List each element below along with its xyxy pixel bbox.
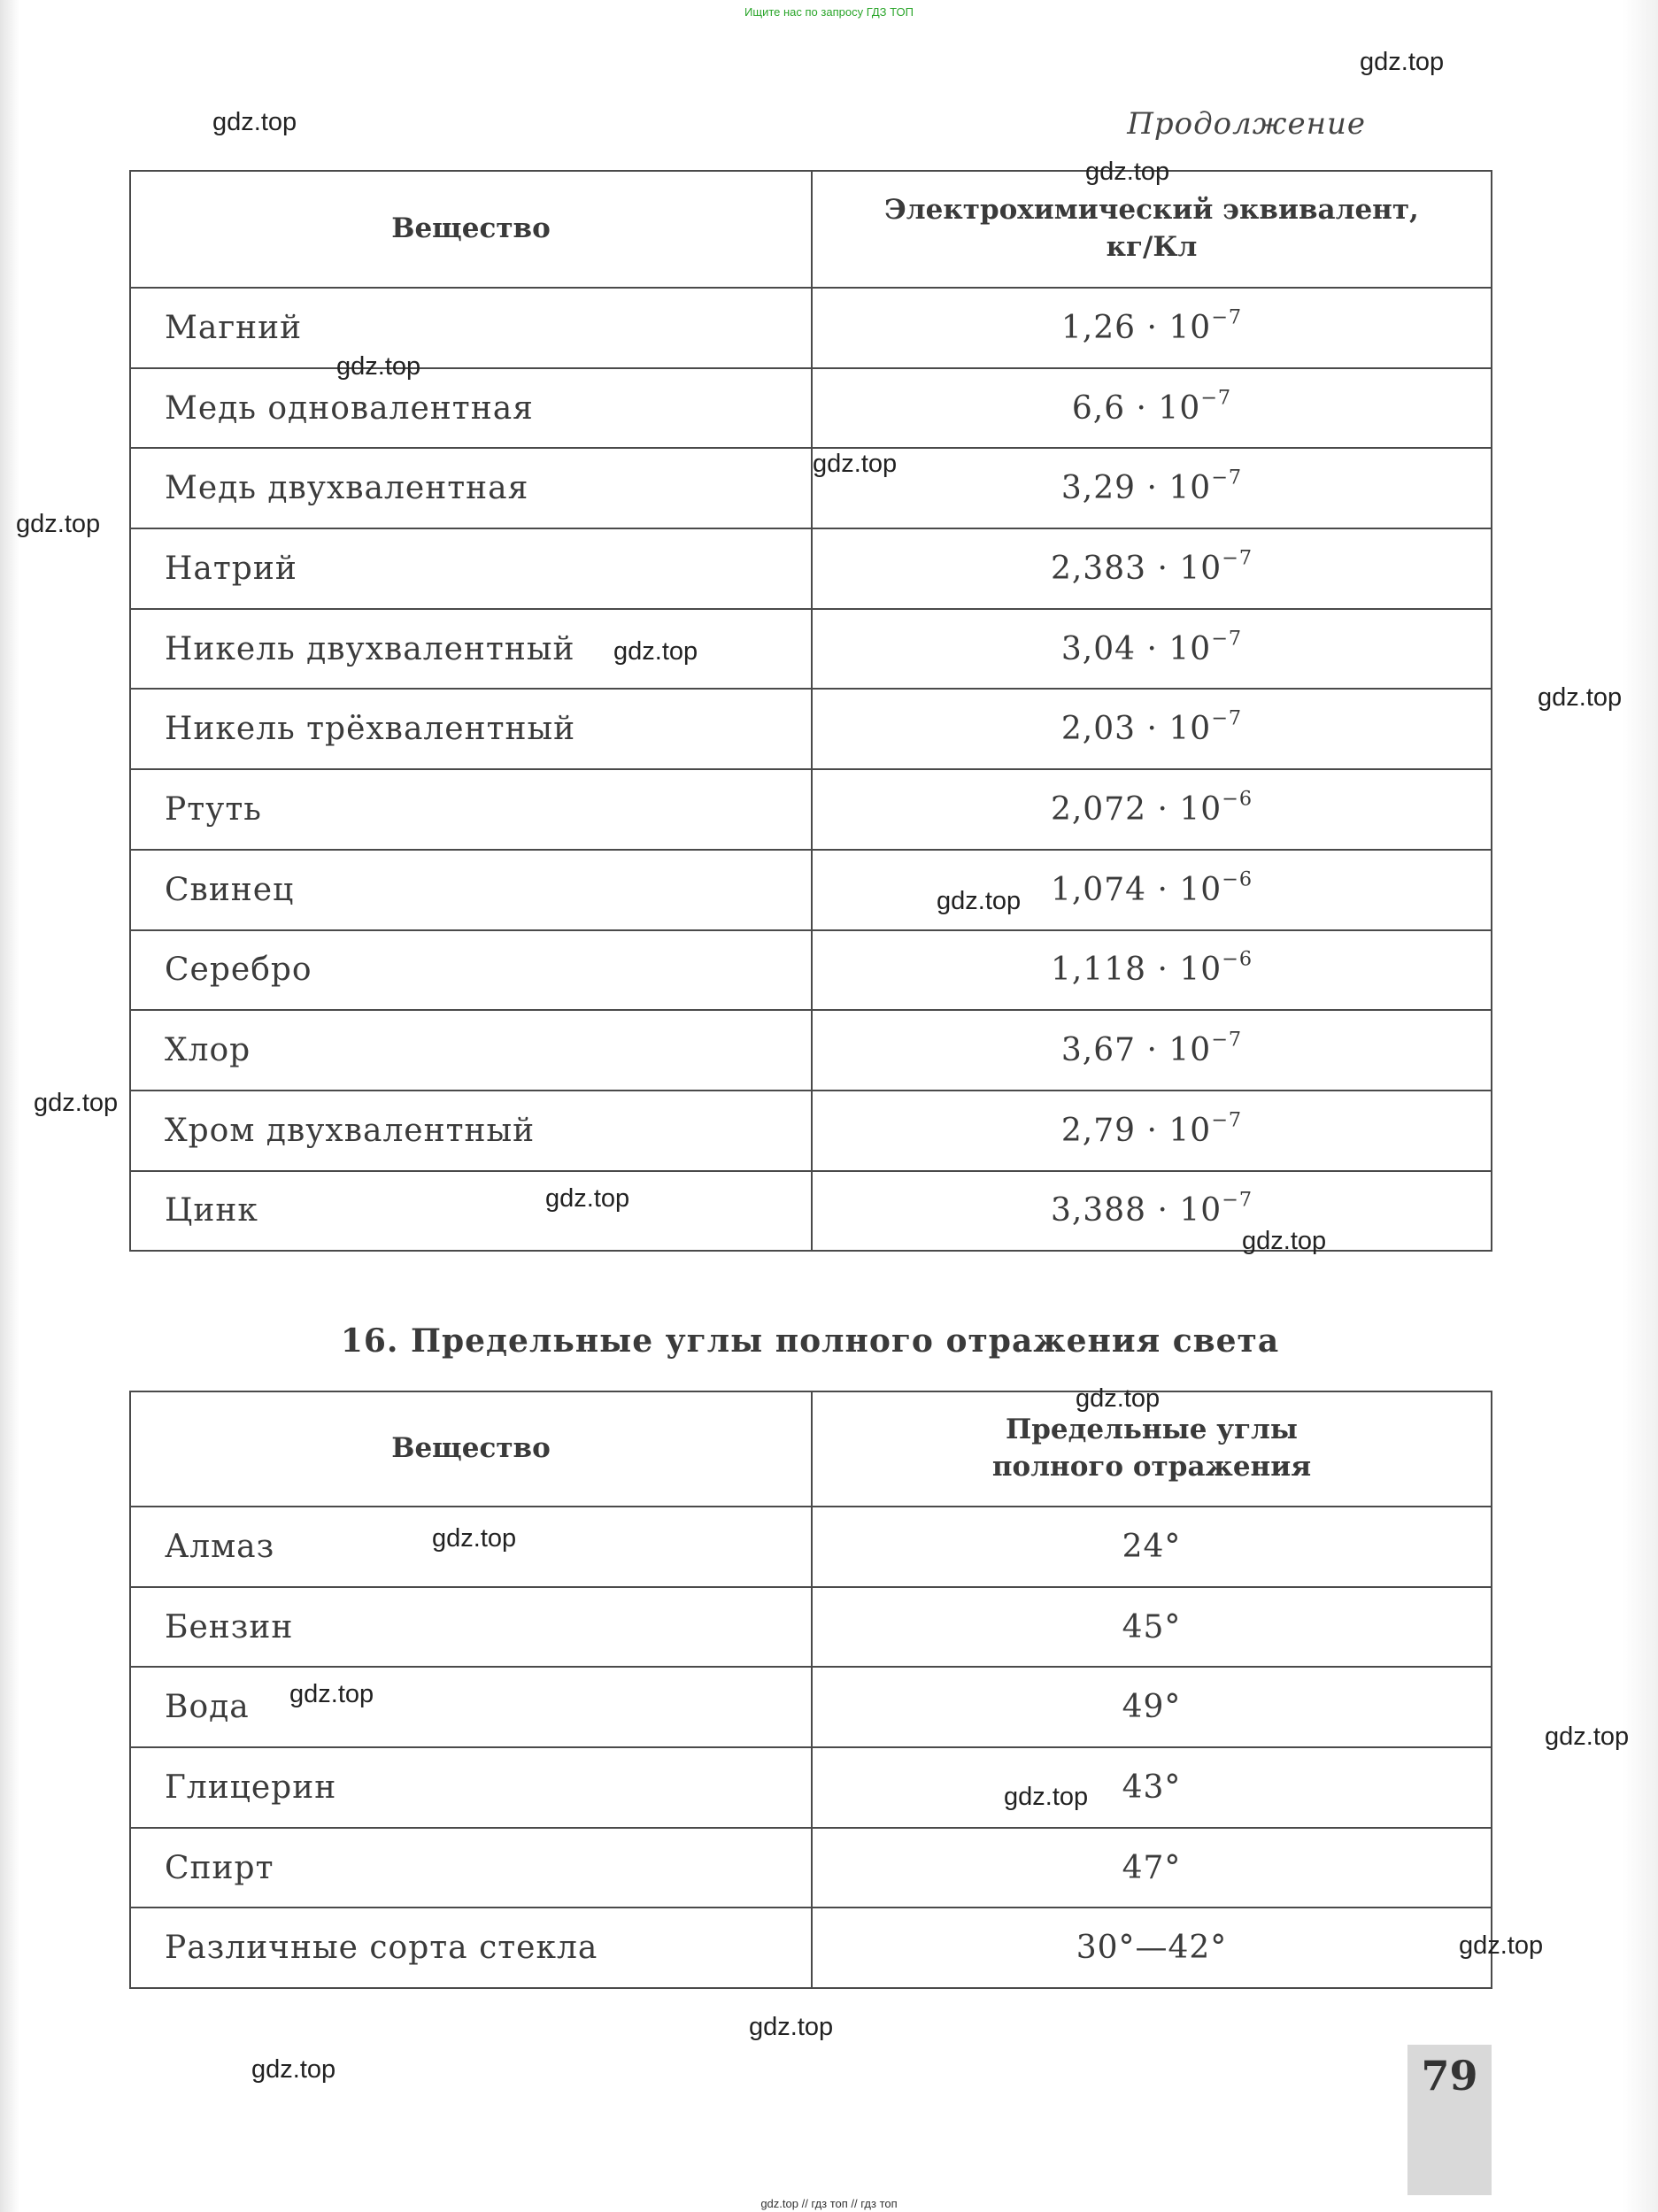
substance-cell: Натрий [130,528,812,609]
value-exponent: −7 [1222,1188,1253,1212]
equivalent-cell [812,1091,1492,1171]
value-exponent: −7 [1222,546,1253,570]
header-line: Предельные углы [1005,1414,1298,1446]
watermark: gdz.top [613,637,698,666]
value-mantissa: 3,29 · 10 [1060,470,1212,507]
watermark: gdz.top [813,450,898,478]
column-header-equivalent [812,171,1492,288]
value-exponent: −7 [1211,466,1243,489]
value-mantissa: 1,118 · 10 [1050,952,1222,989]
table-row [130,1828,1492,1908]
watermark: gdz.top [1004,1783,1089,1811]
value-mantissa: 3,04 · 10 [1060,630,1212,667]
scan-shadow-right [1623,0,1658,2212]
watermark: gdz.top [1459,1931,1544,1960]
value-exponent: −6 [1222,867,1253,890]
substance-cell: Спирт [130,1828,812,1908]
angle-cell: 47° [812,1828,1492,1908]
value-exponent: −6 [1222,787,1253,811]
angle-cell: 45° [812,1587,1492,1668]
table-row [130,368,1492,449]
continued-label: Продолжение [1127,106,1366,142]
substance-cell: Ртуть [130,769,812,850]
table-row [130,448,1492,528]
substance-cell: Алмаз [130,1507,812,1587]
table-row [130,1091,1492,1171]
value-mantissa: 2,072 · 10 [1050,790,1222,828]
watermark: gdz.top [34,1089,119,1117]
substance-cell: Никель двухвалентный [130,609,812,690]
value-mantissa: 1,26 · 10 [1060,309,1212,346]
substance-cell: Свинец [130,850,812,930]
angle-cell: 30°—42° [812,1908,1492,1988]
watermark: gdz.top [212,108,297,136]
equivalent-cell [812,850,1492,930]
equivalent-cell [812,288,1492,368]
equivalent-cell [812,1171,1492,1252]
value-mantissa: 1,074 · 10 [1050,871,1222,908]
substance-cell: Медь одновалентная [130,368,812,449]
watermark: gdz.top [1085,158,1170,186]
watermark: gdz.top [432,1524,517,1553]
equivalent-cell [812,930,1492,1011]
substance-cell: Никель трёхвалентный [130,689,812,769]
section-title: 16. Предельные углы полного отражения света [340,1322,1280,1360]
header-line: Электрохимический эквивалент, [884,194,1419,227]
value-mantissa: 3,388 · 10 [1050,1192,1222,1229]
page-number: 79 [1421,2052,1478,2100]
equivalent-cell [812,609,1492,690]
header-line: полного отражения [991,1451,1312,1483]
value-exponent: −6 [1222,947,1253,971]
watermark: gdz.top [251,2055,336,2084]
substance-cell: Магний [130,288,812,368]
watermark: gdz.top [937,887,1022,915]
column-header-substance: Вещество [130,1391,812,1507]
watermark: gdz.top [1538,683,1623,712]
value-exponent: −7 [1211,1028,1243,1052]
watermark: gdz.top [749,2013,834,2041]
watermark: gdz.top [545,1184,630,1213]
equivalent-cell [812,1010,1492,1091]
table-row [130,1507,1492,1587]
watermark: gdz.top [289,1680,374,1708]
substance-cell: Вода [130,1667,812,1747]
watermark: gdz.top [1242,1227,1327,1255]
value-mantissa: 2,79 · 10 [1060,1112,1212,1149]
substance-cell: Хром двухвалентный [130,1091,812,1171]
table-row [130,689,1492,769]
angle-cell: 24° [812,1507,1492,1587]
header-unit: кг/Кл [1106,231,1198,263]
table-row [130,528,1492,609]
value-mantissa: 6,6 · 10 [1071,389,1201,427]
value-exponent: −7 [1200,385,1232,409]
substance-cell: Хлор [130,1010,812,1091]
table-row [130,1010,1492,1091]
top-search-hint: Ищите нас по запросу ГДЗ ТОП [744,5,914,19]
table-row [130,1908,1492,1988]
angle-cell: 49° [812,1667,1492,1747]
watermark: gdz.top [1360,48,1445,76]
substance-cell: Медь двухвалентная [130,448,812,528]
equivalent-cell [812,689,1492,769]
table-header-row [130,1391,1492,1507]
equivalent-cell [812,769,1492,850]
equivalent-cell [812,528,1492,609]
value-exponent: −7 [1211,305,1243,329]
bottom-footer-note: gdz.top // гдз топ // гдз топ [760,2197,898,2210]
electrochemical-equivalent-table [129,170,1492,1252]
value-mantissa: 3,67 · 10 [1060,1032,1212,1069]
watermark: gdz.top [16,510,101,538]
scan-shadow-left [0,0,19,2212]
value-exponent: −7 [1211,626,1243,650]
substance-cell: Глицерин [130,1747,812,1828]
value-mantissa: 2,03 · 10 [1060,711,1212,748]
angle-cell: 43° [812,1747,1492,1828]
watermark: gdz.top [1076,1384,1161,1413]
table-row [130,930,1492,1011]
substance-cell: Различные сорта стекла [130,1908,812,1988]
column-header-substance: Вещество [130,171,812,288]
value-mantissa: 2,383 · 10 [1050,550,1222,587]
table-row [130,609,1492,690]
table-row [130,288,1492,368]
table-row [130,1587,1492,1668]
table-row [130,1747,1492,1828]
table-header-row [130,171,1492,288]
watermark: gdz.top [1545,1723,1630,1751]
table-row [130,769,1492,850]
equivalent-cell [812,368,1492,449]
substance-cell: Цинк [130,1171,812,1252]
watermark: gdz.top [336,352,421,381]
table-row [130,850,1492,930]
equivalent-cell [812,448,1492,528]
substance-cell: Серебро [130,930,812,1011]
substance-cell: Бензин [130,1587,812,1668]
value-exponent: −7 [1211,706,1243,730]
value-exponent: −7 [1211,1107,1243,1131]
